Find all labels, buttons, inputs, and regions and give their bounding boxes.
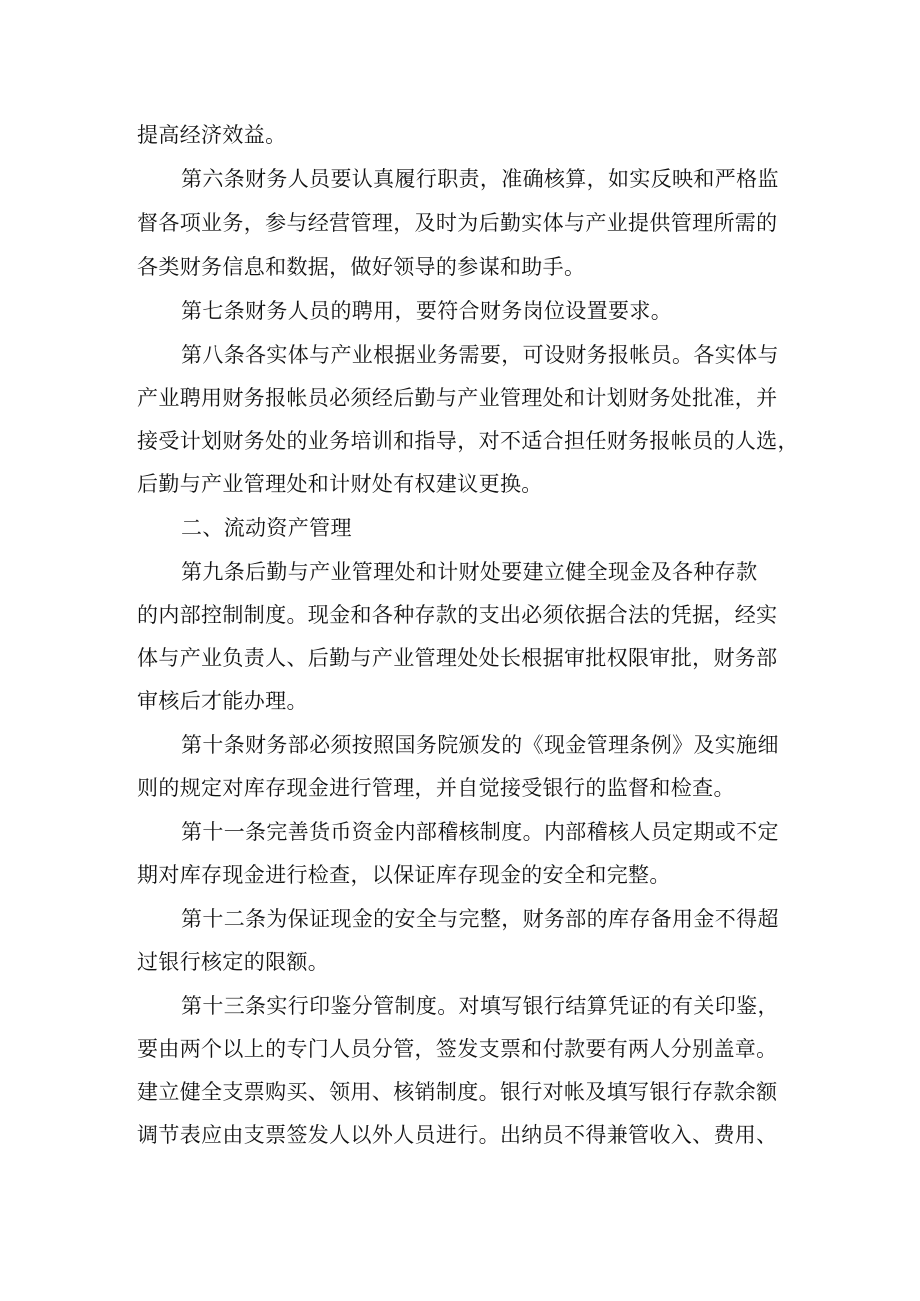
text-line: 接受计划财务处的业务培训和指导，对不适合担任财务报帐员的人选， bbox=[137, 429, 799, 453]
text-line: 提高经济效益。 bbox=[137, 123, 287, 147]
text-line: 第十一条完善货币资金内部稽核制度。内部稽核人员定期或不定 bbox=[181, 820, 779, 844]
text-line: 第十二条为保证现金的安全与完整，财务部的库存备用金不得超 bbox=[181, 907, 779, 931]
text-line: 第八条各实体与产业根据业务需要，可设财务报帐员。各实体与 bbox=[181, 343, 779, 367]
text-line: 各类财务信息和数据，做好领导的参谋和助手。 bbox=[137, 255, 586, 279]
text-line: 第十三条实行印鉴分管制度。对填写银行结算凭证的有关印鉴， bbox=[181, 994, 779, 1018]
text-line: 后勤与产业管理处和计财处有权建议更换。 bbox=[137, 472, 543, 496]
text-line: 体与产业负责人、后勤与产业管理处处长根据审批权限审批，财务部 bbox=[137, 646, 778, 670]
text-line: 第十条财务部必须按照国务院颁发的《现金管理条例》及实施细 bbox=[181, 733, 779, 757]
text-line: 建立健全支票购买、领用、核销制度。银行对帐及填写银行存款余额 bbox=[137, 1080, 778, 1104]
text-line: 过银行核定的限额。 bbox=[137, 950, 330, 974]
text-line: 第六条财务人员要认真履行职责，准确核算，如实反映和严格监 bbox=[181, 167, 779, 191]
text-line: 则的规定对库存现金进行管理，并自觉接受银行的监督和检查。 bbox=[137, 776, 735, 800]
text-line: 的内部控制制度。现金和各种存款的支出必须依据合法的凭据，经实 bbox=[137, 603, 778, 627]
text-line: 要由两个以上的专门人员分管，签发支票和付款要有两人分别盖章。 bbox=[137, 1037, 778, 1061]
text-line: 第九条后勤与产业管理处和计财处要建立健全现金及各种存款 bbox=[181, 560, 758, 584]
section-heading: 二、流动资产管理 bbox=[181, 516, 352, 540]
text-line: 督各项业务，参与经营管理，及时为后勤实体与产业提供管理所需的 bbox=[137, 211, 778, 235]
text-line: 期对库存现金进行检查，以保证库存现金的安全和完整。 bbox=[137, 863, 671, 887]
text-line: 审核后才能办理。 bbox=[137, 689, 308, 713]
text-line: 第七条财务人员的聘用，要符合财务岗位设置要求。 bbox=[181, 299, 673, 323]
text-line: 产业聘用财务报帐员必须经后勤与产业管理处和计划财务处批准，并 bbox=[137, 386, 778, 410]
text-line: 调节表应由支票签发人以外人员进行。出纳员不得兼管收入、费用、 bbox=[137, 1123, 778, 1147]
